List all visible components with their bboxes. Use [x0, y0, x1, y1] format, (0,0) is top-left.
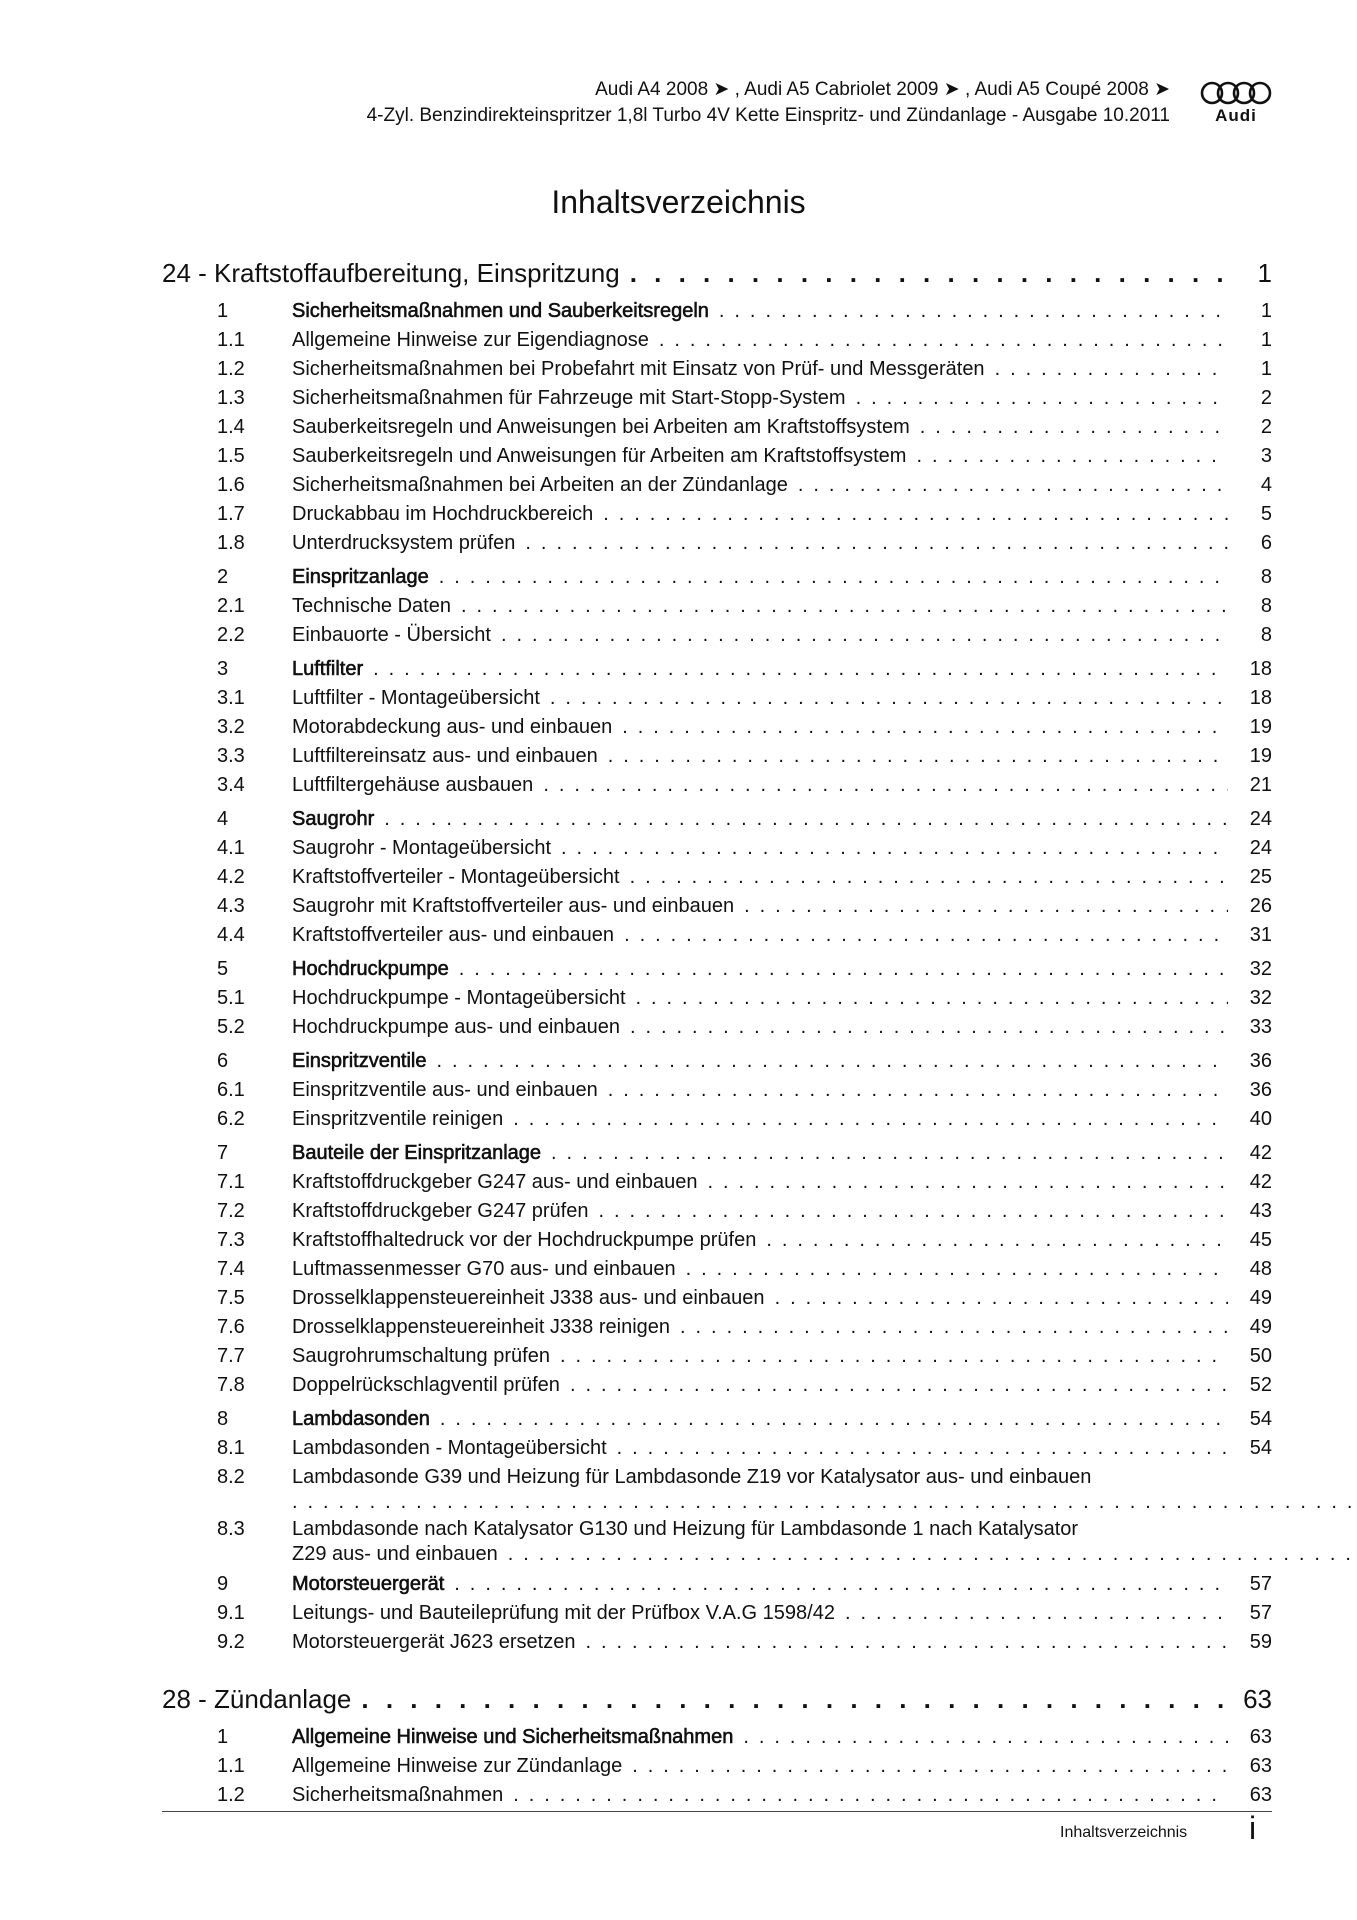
toc-num: 8.3 — [217, 1518, 245, 1540]
toc-subsection-3-3[interactable] — [162, 745, 1272, 774]
leader-dots — [439, 566, 1228, 589]
leader-dots — [686, 1258, 1228, 1281]
toc-subsection-4-4[interactable] — [162, 924, 1272, 953]
toc-page: 33 — [1249, 1016, 1272, 1038]
toc-section-7[interactable] — [162, 1142, 1272, 1171]
toc-label: Luftfilter - Montageübersicht — [292, 687, 540, 709]
toc-page: 63 — [1249, 1755, 1272, 1777]
toc-num: 4 — [217, 808, 229, 830]
toc-page: 32 — [1249, 958, 1272, 980]
leader-dots — [461, 595, 1228, 618]
toc-num: 3.2 — [217, 716, 245, 738]
toc-label: Lambdasonde G39 und Heizung für Lambdasonde Z19 vor Katalysator aus- und einbauen — [292, 1466, 1092, 1488]
leader-dots — [440, 1408, 1228, 1431]
leader-dots — [630, 1016, 1228, 1039]
footer-label: Inhaltsverzeichnis — [1060, 1824, 1188, 1841]
toc-page: 1 — [1260, 300, 1272, 322]
toc-label: Unterdrucksystem prüfen — [292, 532, 516, 554]
toc-label: Doppelrückschlagventil prüfen — [292, 1374, 560, 1396]
footer-page-number: i — [1249, 1810, 1257, 1846]
toc-page: 4 — [1260, 474, 1272, 496]
leader-dots — [373, 658, 1228, 681]
toc-subsection-7-6[interactable] — [162, 1316, 1272, 1345]
toc-subsection-8-2[interactable] — [162, 1466, 1272, 1516]
toc-subsection-2-1[interactable] — [162, 595, 1272, 624]
toc-subsection-3-1[interactable] — [162, 687, 1272, 716]
toc-subsection-4-1[interactable] — [162, 837, 1272, 866]
toc-page: 42 — [1249, 1171, 1272, 1193]
leader-dots — [608, 745, 1228, 768]
toc-label: Drosselklappensteuereinheit J338 aus- und einbauen — [292, 1287, 765, 1309]
toc-num: 5.2 — [217, 1016, 245, 1038]
toc-label: Einspritzventile — [292, 1050, 427, 1072]
leader-dots — [636, 987, 1228, 1010]
leader-dots — [995, 358, 1228, 381]
toc-num: 1.4 — [217, 416, 245, 438]
toc-page: 63 — [1249, 1726, 1272, 1748]
toc-page: 49 — [1249, 1316, 1272, 1338]
toc-subsection-7-2[interactable] — [162, 1200, 1272, 1229]
leader-dots — [856, 387, 1228, 410]
toc-subsection-7-7[interactable] — [162, 1345, 1272, 1374]
toc-subsection-8-1[interactable] — [162, 1437, 1272, 1466]
toc-label: Allgemeine Hinweise zur Eigendiagnose — [292, 329, 649, 351]
toc-label: Einbauorte - Übersicht — [292, 624, 491, 646]
leader-dots — [551, 1142, 1228, 1165]
toc-label: Einspritzventile aus- und einbauen — [292, 1079, 598, 1101]
toc-section-2[interactable] — [162, 566, 1272, 595]
toc-num: 1.3 — [217, 387, 245, 409]
toc-page: 1 — [1260, 329, 1272, 351]
toc-num: 1.1 — [217, 329, 245, 351]
toc-num: 9.2 — [217, 1631, 245, 1653]
toc-chapter-label: 28 - Zündanlage — [162, 1684, 352, 1714]
toc-page: 49 — [1249, 1287, 1272, 1309]
toc-label: Luftfiltergehäuse ausbauen — [292, 774, 534, 796]
toc-subsection-5-2[interactable] — [162, 1016, 1272, 1045]
toc-num: 1.7 — [217, 503, 245, 525]
leader-dots — [543, 774, 1228, 797]
leader-dots — [561, 837, 1228, 860]
toc-page: 24 — [1249, 837, 1272, 859]
toc-page: 24 — [1249, 808, 1272, 830]
toc-label: Luftmassenmesser G70 aus- und einbauen — [292, 1258, 676, 1280]
toc-num: 1.1 — [217, 1755, 245, 1777]
toc-page: 19 — [1249, 716, 1272, 738]
toc-page: 36 — [1249, 1079, 1272, 1101]
audi-logo-text: Audi — [1215, 106, 1257, 125]
toc-subsection-2-2[interactable] — [162, 624, 1272, 653]
toc-label: Saugrohrumschaltung prüfen — [292, 1345, 550, 1367]
toc-label: Bauteile der Einspritzanlage — [292, 1142, 542, 1164]
toc-page: 50 — [1249, 1345, 1272, 1367]
toc-page: 5 — [1260, 503, 1272, 525]
toc-subsection-4-3[interactable] — [162, 895, 1272, 924]
toc-label: Sicherheitsmaßnahmen für Fahrzeuge mit Start-Stopp-System — [292, 387, 846, 409]
toc-label: Kraftstoffdruckgeber G247 prüfen — [292, 1200, 589, 1222]
leader-dots — [525, 532, 1228, 555]
toc-page: 63 — [1249, 1784, 1272, 1806]
leader-dots — [630, 866, 1228, 889]
toc-subsection-1-3[interactable] — [162, 387, 1272, 416]
leader-dots — [630, 258, 1228, 289]
toc-label: Kraftstoffhaltedruck vor der Hochdruckpumpe prüfen — [292, 1229, 757, 1251]
toc-num: 6.2 — [217, 1108, 245, 1130]
leader-dots — [744, 895, 1228, 918]
header-manual-title: 4-Zyl. Benzindirekteinspritzer 1,8l Turbo 4V Kette Einspritz- und Zündanlage - Ausgabe 10.2011 — [366, 105, 1170, 126]
toc-label: Hochdruckpumpe — [292, 958, 449, 980]
toc-page: 2 — [1260, 416, 1272, 438]
toc-label: Lambdasonden — [292, 1408, 430, 1430]
toc-page: 31 — [1249, 924, 1272, 946]
header-vehicle-models: Audi A4 2008 ➤ , Audi A5 Cabriolet 2009 ➤ , Audi A5 Coupé 2008 ➤ — [595, 79, 1170, 100]
toc-page: 1 — [1257, 258, 1272, 288]
toc-num: 1 — [217, 300, 229, 322]
toc-page: 40 — [1249, 1108, 1272, 1130]
toc-num: 8 — [217, 1408, 229, 1430]
toc-num: 6.1 — [217, 1079, 245, 1101]
toc-num: 4.4 — [217, 924, 245, 946]
toc-page: 43 — [1249, 1200, 1272, 1222]
toc-page: 36 — [1249, 1050, 1272, 1072]
toc-page: 52 — [1249, 1374, 1272, 1396]
toc-label: Sicherheitsmaßnahmen bei Arbeiten an der Zündanlage — [292, 474, 788, 496]
toc-section-9[interactable] — [162, 1573, 1272, 1602]
toc-label: Sicherheitsmaßnahmen bei Probefahrt mit Einsatz von Prüf- und Messgeräten — [292, 358, 985, 380]
leader-dots — [570, 1374, 1228, 1397]
leader-dots — [766, 1229, 1228, 1252]
toc-num: 7.1 — [217, 1171, 245, 1193]
leader-dots — [659, 329, 1228, 352]
toc-num: 1.2 — [217, 358, 245, 380]
toc-label-line1: Lambdasonde nach Katalysator G130 und Heizung für Lambdasonde 1 nach Katalysator — [292, 1518, 1079, 1540]
toc-subsection-1-2[interactable] — [162, 358, 1272, 387]
toc-label: Luftfilter — [292, 658, 364, 680]
toc-subsection-7-1[interactable] — [162, 1171, 1272, 1200]
toc-page: 18 — [1249, 658, 1272, 680]
toc-num: 7.6 — [217, 1316, 245, 1338]
toc-subsection-7-4[interactable] — [162, 1258, 1272, 1287]
toc-label: Allgemeine Hinweise zur Zündanlage — [292, 1755, 623, 1777]
leader-dots — [916, 445, 1228, 468]
toc-label: Saugrohr mit Kraftstoffverteiler aus- und einbauen — [292, 895, 735, 917]
toc-page: 8 — [1260, 595, 1272, 617]
leader-dots — [560, 1345, 1228, 1368]
leader-dots — [292, 1491, 1357, 1514]
toc-subsection-z1-2[interactable] — [162, 1784, 1272, 1813]
toc-page: 57 — [1249, 1573, 1272, 1595]
toc-label: Technische Daten — [292, 595, 451, 617]
toc-page: 26 — [1249, 895, 1272, 917]
toc-page: 54 — [1249, 1408, 1272, 1430]
toc-section-4[interactable] — [162, 808, 1272, 837]
toc-num: 7.8 — [217, 1374, 245, 1396]
footer-divider — [162, 1811, 1272, 1812]
leader-dots — [632, 1755, 1228, 1778]
leader-dots — [513, 1784, 1228, 1807]
toc-page: 57 — [1249, 1602, 1272, 1624]
toc-label: Sicherheitsmaßnahmen und Sauberkeitsregeln — [292, 300, 709, 322]
toc-label: Motorabdeckung aus- und einbauen — [292, 716, 613, 738]
toc-page: 32 — [1249, 987, 1272, 1009]
leader-dots — [920, 416, 1228, 439]
leader-dots — [845, 1602, 1228, 1625]
toc-num: 1.5 — [217, 445, 245, 467]
leader-dots — [617, 1437, 1228, 1460]
toc-label: Luftfiltereinsatz aus- und einbauen — [292, 745, 598, 767]
toc-label: Einspritzventile reinigen — [292, 1108, 504, 1130]
toc-subsection-1-7[interactable] — [162, 503, 1272, 532]
toc-section-6[interactable] — [162, 1050, 1272, 1079]
page-title: Inhaltsverzeichnis — [551, 184, 806, 220]
toc-subsection-6-2[interactable] — [162, 1108, 1272, 1137]
toc-label: Sicherheitsmaßnahmen — [292, 1784, 504, 1806]
toc-label: Drosselklappensteuereinheit J338 reinigen — [292, 1316, 671, 1338]
toc-label-line2: Z29 aus- und einbauen — [292, 1543, 498, 1565]
table-of-contents — [162, 258, 1272, 1813]
toc-num: 1 — [217, 1726, 229, 1748]
toc-label: Kraftstoffverteiler - Montageübersicht — [292, 866, 620, 888]
toc-subsection-1-5[interactable] — [162, 445, 1272, 474]
leader-dots — [501, 624, 1228, 647]
leader-dots — [719, 300, 1228, 323]
toc-num: 4.3 — [217, 895, 245, 917]
toc-label: Druckabbau im Hochdruckbereich — [292, 503, 594, 525]
toc-num: 1.2 — [217, 1784, 245, 1806]
toc-num: 8.2 — [217, 1466, 245, 1488]
toc-label: Motorsteuergerät J623 ersetzen — [292, 1631, 576, 1653]
toc-subsection-9-2[interactable] — [162, 1631, 1272, 1660]
toc-section-z1[interactable] — [162, 1726, 1272, 1755]
leader-dots — [603, 503, 1228, 526]
toc-subsection-z1-1[interactable] — [162, 1755, 1272, 1784]
leader-dots — [743, 1726, 1228, 1749]
toc-label: Hochdruckpumpe aus- und einbauen — [292, 1016, 620, 1038]
toc-label: Motorsteuergerät — [292, 1573, 445, 1595]
toc-label: Saugrohr — [292, 808, 375, 830]
toc-label: Kraftstoffdruckgeber G247 aus- und einbauen — [292, 1171, 698, 1193]
toc-label: Sauberkeitsregeln und Anweisungen bei Arbeiten am Kraftstoffsystem — [292, 416, 910, 438]
toc-page: 3 — [1260, 445, 1272, 467]
toc-page: 8 — [1260, 624, 1272, 646]
leader-dots — [680, 1316, 1228, 1339]
toc-subsection-4-2[interactable] — [162, 866, 1272, 895]
audi-rings-logo — [1198, 80, 1274, 106]
toc-num: 7.4 — [217, 1258, 245, 1280]
toc-page: 25 — [1249, 866, 1272, 888]
leader-dots — [361, 1684, 1228, 1715]
leader-dots — [622, 716, 1228, 739]
toc-section-3[interactable] — [162, 658, 1272, 687]
toc-label: Sauberkeitsregeln und Anweisungen für Arbeiten am Kraftstoffsystem — [292, 445, 907, 467]
toc-subsection-1-4[interactable] — [162, 416, 1272, 445]
toc-num: 7.5 — [217, 1287, 245, 1309]
toc-label: Einspritzanlage — [292, 566, 429, 588]
leader-dots — [775, 1287, 1228, 1310]
toc-page: 8 — [1260, 566, 1272, 588]
toc-label: Saugrohr - Montageübersicht — [292, 837, 552, 859]
toc-page: 21 — [1249, 774, 1272, 796]
toc-num: 3.4 — [217, 774, 245, 796]
toc-subsection-1-6[interactable] — [162, 474, 1272, 503]
toc-subsection-1-1[interactable] — [162, 329, 1272, 358]
toc-num: 3.1 — [217, 687, 245, 709]
toc-num: 4.1 — [217, 837, 245, 859]
toc-subsection-9-1[interactable] — [162, 1602, 1272, 1631]
toc-subsection-7-5[interactable] — [162, 1287, 1272, 1316]
leader-dots — [384, 808, 1228, 831]
toc-page: 45 — [1249, 1229, 1272, 1251]
toc-page: 18 — [1249, 687, 1272, 709]
leader-dots — [608, 1079, 1228, 1102]
leader-dots — [624, 924, 1228, 947]
toc-page: 1 — [1260, 358, 1272, 380]
toc-num: 2.2 — [217, 624, 245, 646]
leader-dots — [508, 1543, 1357, 1566]
toc-subsection-3-2[interactable] — [162, 716, 1272, 745]
toc-num: 4.2 — [217, 866, 245, 888]
toc-label: Hochdruckpumpe - Montageübersicht — [292, 987, 626, 1009]
leader-dots — [798, 474, 1228, 497]
toc-num: 9.1 — [217, 1602, 245, 1624]
leader-dots — [598, 1200, 1228, 1223]
toc-num: 7.2 — [217, 1200, 245, 1222]
toc-page: 42 — [1249, 1142, 1272, 1164]
toc-section-5[interactable] — [162, 958, 1272, 987]
toc-num: 1.8 — [217, 532, 245, 554]
toc-subsection-1-8[interactable] — [162, 532, 1272, 561]
toc-page: 2 — [1260, 387, 1272, 409]
toc-num: 7.7 — [217, 1345, 245, 1367]
toc-section-8[interactable] — [162, 1408, 1272, 1437]
toc-page: 54 — [1249, 1437, 1272, 1459]
toc-subsection-8-3[interactable] — [162, 1518, 1272, 1568]
toc-page: 6 — [1260, 532, 1272, 554]
toc-subsection-3-4[interactable] — [162, 774, 1272, 803]
toc-label: Allgemeine Hinweise und Sicherheitsmaßnahmen — [292, 1726, 734, 1748]
toc-num: 3.3 — [217, 745, 245, 767]
toc-num: 5 — [217, 958, 229, 980]
toc-num: 2 — [217, 566, 229, 588]
toc-subsection-7-3[interactable] — [162, 1229, 1272, 1258]
leader-dots — [454, 1573, 1228, 1596]
toc-num: 2.1 — [217, 595, 245, 617]
leader-dots — [513, 1108, 1228, 1131]
toc-num: 8.1 — [217, 1437, 245, 1459]
toc-subsection-7-8[interactable] — [162, 1374, 1272, 1403]
toc-num: 9 — [217, 1573, 229, 1595]
leader-dots — [550, 687, 1228, 710]
toc-num: 7.3 — [217, 1229, 245, 1251]
leader-dots — [437, 1050, 1228, 1073]
toc-num: 7 — [217, 1142, 229, 1164]
toc-num: 1.6 — [217, 474, 245, 496]
toc-chapter-24[interactable] — [162, 258, 1272, 288]
toc-num: 3 — [217, 658, 229, 680]
toc-chapter-28[interactable] — [162, 1684, 1272, 1714]
toc-subsection-5-1[interactable] — [162, 987, 1272, 1016]
toc-num: 6 — [217, 1050, 229, 1072]
toc-page: 48 — [1249, 1258, 1272, 1280]
leader-dots — [459, 958, 1228, 981]
toc-page: 63 — [1243, 1684, 1272, 1714]
toc-label: Lambdasonden - Montageübersicht — [292, 1437, 607, 1459]
leader-dots — [707, 1171, 1228, 1194]
toc-section-1[interactable] — [162, 300, 1272, 329]
leader-dots — [586, 1631, 1229, 1654]
toc-page: 59 — [1249, 1631, 1272, 1653]
toc-subsection-6-1[interactable] — [162, 1079, 1272, 1108]
toc-chapter-label: 24 - Kraftstoffaufbereitung, Einspritzung — [162, 258, 620, 288]
toc-num: 5.1 — [217, 987, 245, 1009]
toc-label: Leitungs- und Bauteileprüfung mit der Prüfbox V.A.G 1598/42 — [292, 1602, 835, 1624]
toc-page: 19 — [1249, 745, 1272, 767]
toc-label: Kraftstoffverteiler aus- und einbauen — [292, 924, 615, 946]
